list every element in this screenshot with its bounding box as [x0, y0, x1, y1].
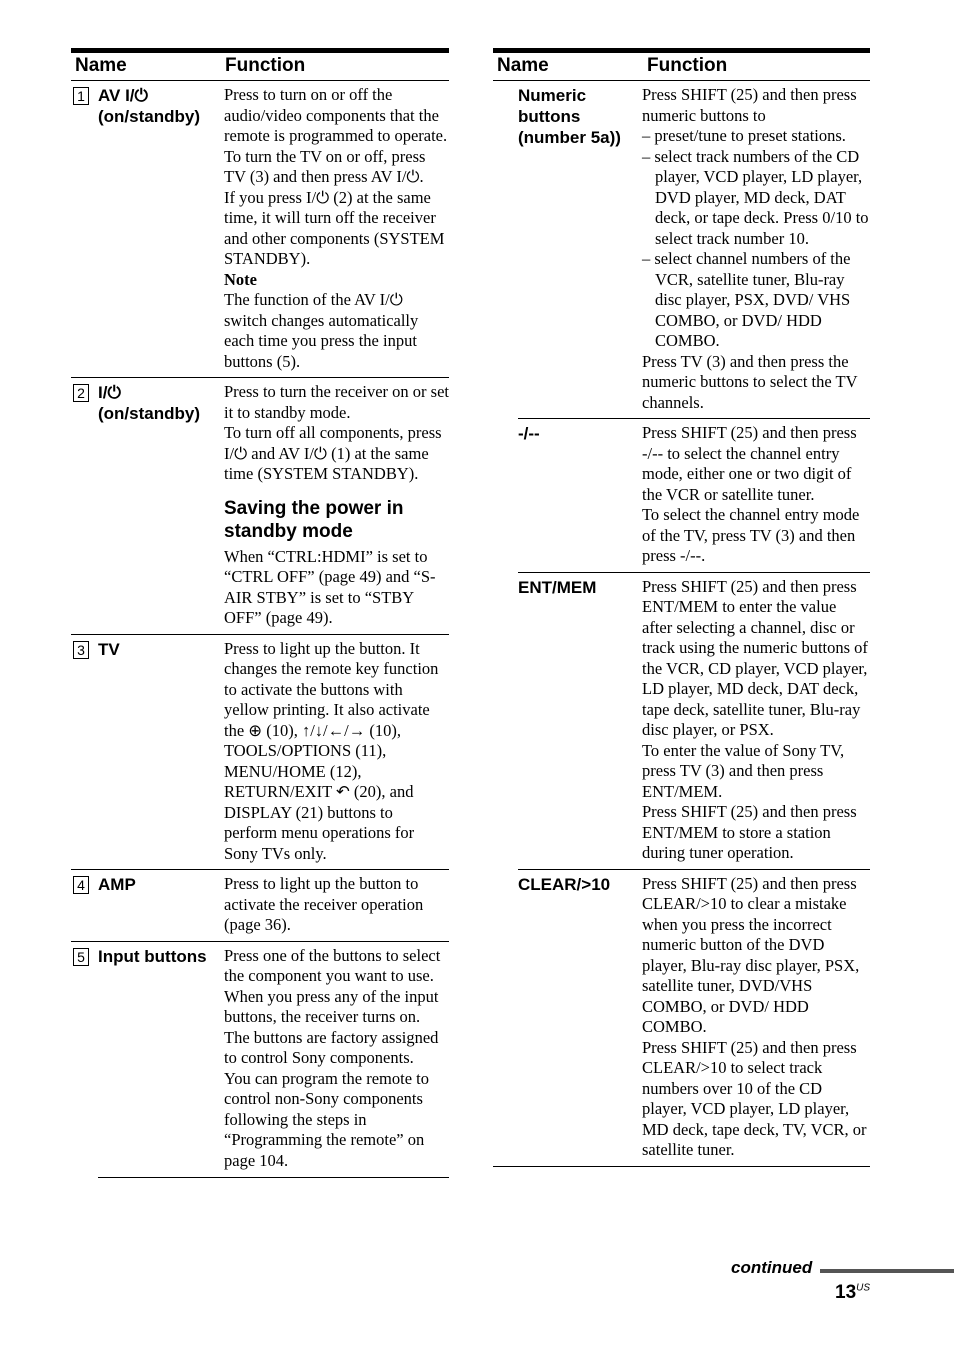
list-item: – preset/tune to preset stations.: [642, 126, 870, 147]
item-function: Press to light up the button to activate the receiver operation (page 36).: [224, 874, 424, 934]
item-function: Press SHIFT (25) and then press ENT/MEM to enter the value after selecting a channel, disc or track using the numeric buttons of the VCR, CD player, VCD player, LD player, MD deck, DAT deck, tape deck, satellite tuner, Blu-ray disc player, or PSX. To enter the value of Sony TV, press TV (3) and then press ENT/MEM. Press SHIFT (25) and then press ENT/MEM to store a station during tuner operation.: [642, 576, 868, 862]
item-name: I/⏻ (on/standby): [98, 383, 200, 423]
item-number: 2: [73, 384, 89, 402]
table-bottom-rule: [98, 1177, 449, 1178]
list-item: – select track numbers of the CD player, VCD player, LD player, DVD player, MD deck, DAT deck, or tape deck. Press 0/10 to select track number 10.: [642, 147, 870, 250]
item-function: Press SHIFT (25) and then press CLEAR/>10 to clear a mistake when you press the incorrect numeric button of the DVD player, Blu-ray disc player, PSX, satellite tuner, DVD/VHS COMBO, or DVD/ HDD COMBO. Press SHIFT (25) and then press CLEAR/>10 to select track numbers over 10 of the CD player, VCD player, LD player, MD deck, tape deck, TV, VCR, or satellite tuner.: [642, 873, 867, 1159]
item-name: AV I/⏻ (on/standby): [98, 86, 200, 126]
note-text: The function of the AV I/⏻ switch changes automatically each time you press the input buttons (5).: [224, 290, 419, 371]
item-number: 3: [73, 641, 89, 659]
item-name: Numeric buttons (number 5a)): [518, 86, 621, 147]
table-row: [71, 942, 449, 1177]
sub-heading: Saving the power in standby mode: [224, 497, 404, 542]
page-number: $13^{US}$: [835, 1282, 871, 1303]
header-function: Function: [647, 55, 728, 76]
item-function: Press one of the buttons to select the component you want to use. When you press any of the input buttons, the receiver turns on. The buttons are factory assigned to control Sony components. You can program the remote to control non-Sony components following the steps in “Programming the remote” on page 104.: [224, 945, 441, 1170]
table-header: [493, 53, 870, 81]
left-function-table: [71, 48, 449, 1178]
bullet-list: [642, 126, 870, 352]
table-row: [71, 870, 449, 942]
table-header: [71, 53, 449, 81]
item-number: 5: [73, 948, 89, 966]
table-row: [493, 870, 870, 1167]
table-row: [71, 635, 449, 871]
item-name: TV: [98, 639, 120, 659]
list-item: – select channel numbers of the VCR, satellite tuner, Blu-ray disc player, PSX, DVD/ VHS COMBO, or DVD/ HDD COMBO.: [642, 249, 870, 352]
note-label: Note: [224, 269, 257, 289]
right-function-table: [493, 48, 870, 1167]
header-name: Name: [75, 55, 127, 76]
table-row: [518, 81, 870, 419]
item-number: 1: [73, 87, 89, 105]
item-name: Input buttons: [98, 946, 207, 966]
item-function: Press to turn the receiver on or set it to standby mode. To turn off all components, press I/⏻ and AV I/⏻ (1) at the same time (SYSTEM STANDBY). Saving the power in standby mode When “CTRL:HDMI” is set to “CTRL OFF” (page 49) and “S-AIR STBY” is set to “STBY OFF” (page 49).: [224, 382, 449, 627]
item-number: 4: [73, 876, 89, 894]
table-row: [518, 573, 870, 870]
continued-rule: [820, 1269, 954, 1273]
item-name: AMP: [98, 875, 136, 894]
item-name: -/--: [518, 424, 540, 443]
item-name: ENT/MEM: [518, 577, 597, 597]
item-function: Press SHIFT (25) and then press -/-- to select the channel entry mode, either one or two digit of the VCR or satellite tuner. To select the channel entry mode of the TV, press TV (3) and then press -/--.: [642, 423, 860, 565]
header-name: Name: [497, 55, 549, 76]
table-row: [71, 378, 449, 635]
continued-label: continued: [731, 1258, 813, 1277]
item-function: Press to light up the button. It changes the remote key function to activate the buttons with yellow printing. It also activate the ⊕ (10), ↑/↓/←/→ (10), TOOLS/OPTIONS (11), MENU/HOME (12), RETURN/EXIT ↶ (20), and DISPLAY (21) buttons to perform menu operations for Sony TVs only.: [224, 638, 439, 863]
item-name: CLEAR/>10: [518, 874, 611, 894]
item-function: Press to turn on or off the audio/video components that the remote is programmed to operate. To turn the TV on or off, press TV (3) and then press AV I/⏻. If you press I/⏻ (2) at the same time, it will turn off the receiver and other components (SYSTEM STANDBY). Note The function of the AV I/⏻ switch changes automatically each time you press the input buttons (5).: [224, 85, 448, 371]
header-function: Function: [225, 55, 306, 76]
sub-text: When “CTRL:HDMI” is set to “CTRL OFF” (page 49) and “S-AIR STBY” is set to “STBY OFF” (page 49).: [224, 546, 436, 627]
table-row: [518, 419, 870, 573]
table-row: [71, 81, 449, 378]
item-function: Press SHIFT (25) and then press numeric buttons to – preset/tune to preset stations. – select track numbers of the CD player, VCD player, LD player, DVD player, MD deck, DAT deck, or tape deck. Press 0/10 to select track number 10. – select channel numbers of the VCR, satellite tuner, Blu-ray disc player, PSX, DVD/ VHS COMBO, or DVD/ HDD COMBO. Press TV (3) and then press the numeric buttons to select the TV channels.: [642, 85, 870, 413]
